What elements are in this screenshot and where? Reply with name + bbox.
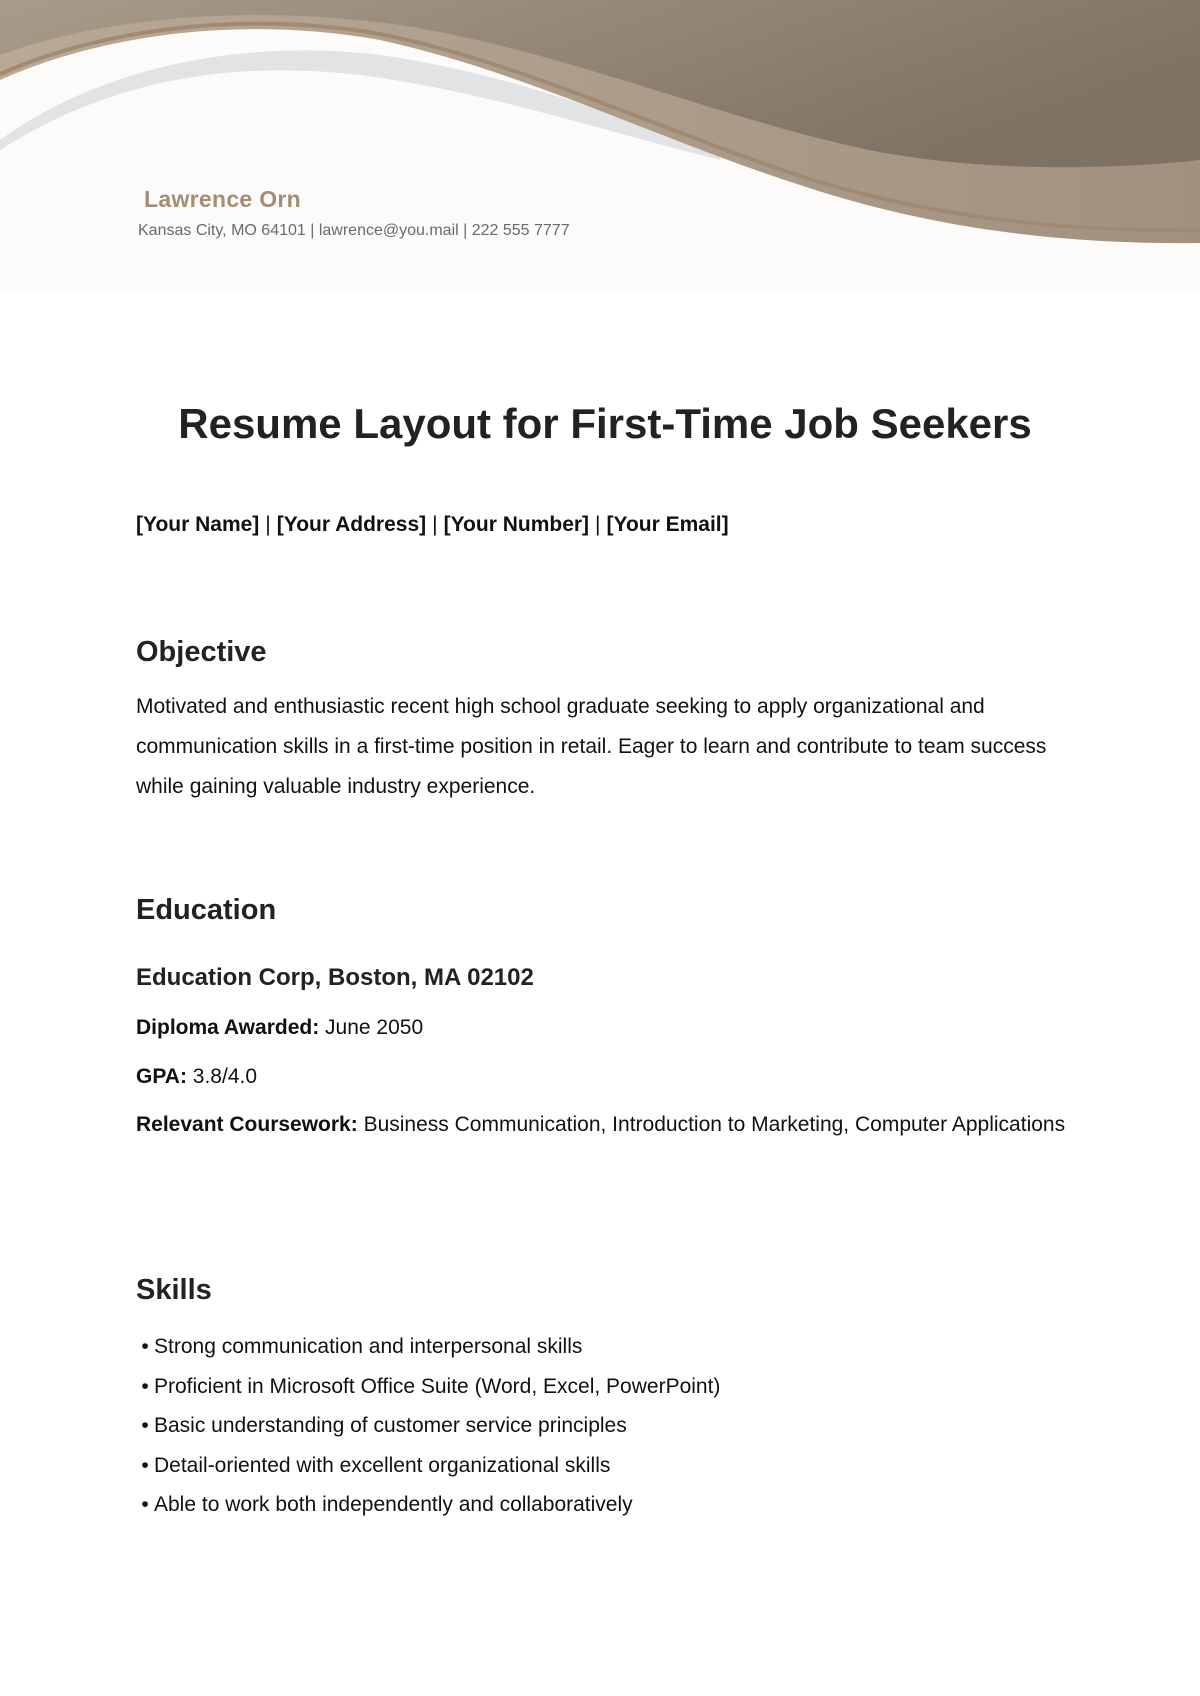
separator: |	[265, 513, 271, 536]
placeholder-name: [Your Name]	[136, 513, 260, 536]
skill-text: Strong communication and interpersonal skills	[154, 1335, 583, 1358]
skill-text: Able to work both independently and collaboratively	[154, 1493, 633, 1516]
list-item	[136, 1367, 720, 1407]
school-name: Education Corp, Boston, MA 02102	[136, 964, 534, 991]
list-item	[136, 1406, 720, 1446]
skill-text: Basic understanding of customer service principles	[154, 1414, 627, 1437]
gpa-line	[136, 1065, 257, 1089]
bullet-icon: •	[141, 1374, 149, 1398]
gpa-label: GPA:	[136, 1065, 187, 1088]
skills-heading: Skills	[136, 1274, 212, 1306]
gpa-value: 3.8/4.0	[192, 1065, 258, 1088]
bullet-icon: •	[141, 1493, 149, 1516]
diploma-value: June 2050	[325, 1016, 424, 1039]
coursework-line	[136, 1105, 1076, 1145]
brand-contact: Kansas City, MO 64101 | lawrence@you.mail | 222 555 7777	[138, 222, 570, 239]
coursework-value: Business Communication, Introduction to Marketing, Computer Applications	[363, 1113, 1066, 1136]
skill-text: Proficient in Microsoft Office Suite (Word, Excel, PowerPoint)	[154, 1374, 721, 1398]
education-heading: Education	[136, 894, 277, 926]
diploma-line	[136, 1016, 423, 1040]
objective-text: Motivated and enthusiastic recent high school graduate seeking to apply organizational and communication skills in a first-time position in retail. Eager to learn and contribute to team success while gaining valuable industry experience.	[136, 695, 1047, 798]
list-item	[136, 1485, 720, 1525]
page-title: Resume Layout for First-Time Job Seekers	[178, 400, 1032, 447]
placeholder-number: [Your Number]	[443, 513, 590, 536]
skill-text: Detail-oriented with excellent organizational skills	[154, 1453, 611, 1477]
separator: |	[595, 513, 601, 536]
objective-heading: Objective	[136, 636, 267, 668]
contact-placeholder-line	[136, 513, 729, 537]
placeholder-email: [Your Email]	[606, 513, 729, 536]
diploma-label: Diploma Awarded:	[136, 1016, 320, 1039]
brand-name: Lawrence Orn	[144, 186, 301, 212]
list-item	[136, 1327, 720, 1367]
coursework-label: Relevant Coursework:	[136, 1113, 358, 1136]
bullet-icon: •	[141, 1414, 149, 1437]
skills-list	[136, 1327, 720, 1525]
bullet-icon: •	[141, 1335, 149, 1358]
placeholder-address: [Your Address]	[276, 513, 427, 536]
separator: |	[432, 513, 438, 536]
list-item	[136, 1446, 720, 1486]
header-banner	[0, 0, 1200, 291]
bullet-icon: •	[141, 1453, 149, 1477]
header-wave-graphic	[0, 0, 1200, 291]
